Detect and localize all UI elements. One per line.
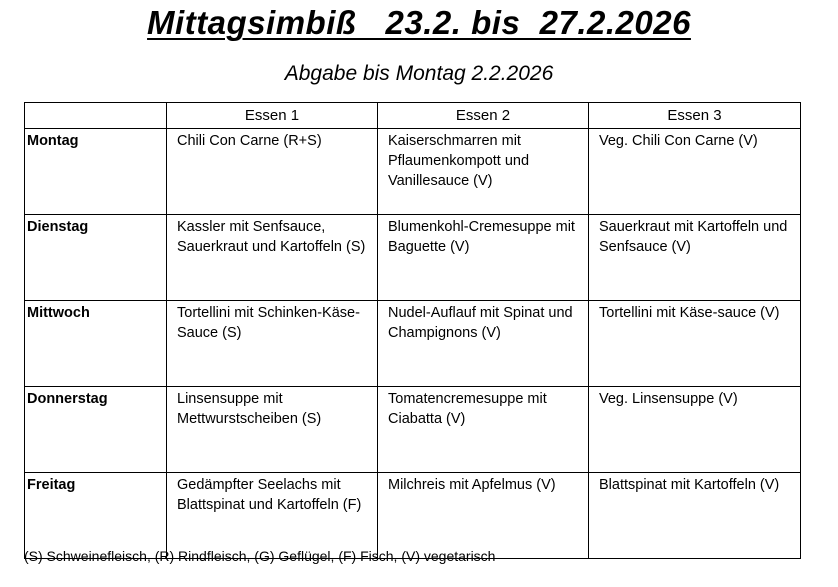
meal-cell: Tomatencremesuppe mit Ciabatta (V) <box>378 387 589 473</box>
header-cell-day <box>25 103 167 129</box>
meal-cell: Veg. Linsensuppe (V) <box>589 387 801 473</box>
meal-cell: Gedämpfter Seelachs mit Blattspinat und Kartoffeln (F) <box>167 473 378 559</box>
day-cell: Dienstag <box>25 215 167 301</box>
header-cell-essen-3: Essen 3 <box>589 103 801 129</box>
day-cell: Montag <box>25 129 167 215</box>
meal-cell: Nudel-Auflauf mit Spinat und Champignons (V) <box>378 301 589 387</box>
meal-cell: Chili Con Carne (R+S) <box>167 129 378 215</box>
legend-footnote: (S) Schweinefleisch, (R) Rindfleisch, (G) Geflügel, (F) Fisch, (V) vegetarisch <box>24 548 496 564</box>
meal-cell: Milchreis mit Apfelmus (V) <box>378 473 589 559</box>
table-row <box>25 215 801 301</box>
menu-table <box>24 102 801 559</box>
page-title-text: Mittagsimbiß 23.2. bis 27.2.2026 <box>147 4 691 41</box>
meal-cell: Tortellini mit Käse-sauce (V) <box>589 301 801 387</box>
day-cell: Freitag <box>25 473 167 559</box>
meal-cell: Kassler mit Senfsauce, Sauerkraut und Kartoffeln (S) <box>167 215 378 301</box>
table-row <box>25 301 801 387</box>
header-cell-essen-1: Essen 1 <box>167 103 378 129</box>
page-title <box>0 4 838 42</box>
deadline-subtitle: Abgabe bis Montag 2.2.2026 <box>284 62 554 85</box>
meal-cell: Blumenkohl-Cremesuppe mit Baguette (V) <box>378 215 589 301</box>
meal-cell: Tortellini mit Schinken-Käse-Sauce (S) <box>167 301 378 387</box>
meal-cell: Blattspinat mit Kartoffeln (V) <box>589 473 801 559</box>
table-row <box>25 387 801 473</box>
meal-cell: Veg. Chili Con Carne (V) <box>589 129 801 215</box>
day-cell: Mittwoch <box>25 301 167 387</box>
header-cell-essen-2: Essen 2 <box>378 103 589 129</box>
meal-cell: Sauerkraut mit Kartoffeln und Senfsauce (V) <box>589 215 801 301</box>
table-row <box>25 129 801 215</box>
day-cell: Donnerstag <box>25 387 167 473</box>
table-row <box>25 473 801 559</box>
meal-cell: Linsensuppe mit Mettwurstscheiben (S) <box>167 387 378 473</box>
header-row <box>25 103 801 129</box>
meal-cell: Kaiserschmarren mit Pflaumenkompott und Vanillesauce (V) <box>378 129 589 215</box>
